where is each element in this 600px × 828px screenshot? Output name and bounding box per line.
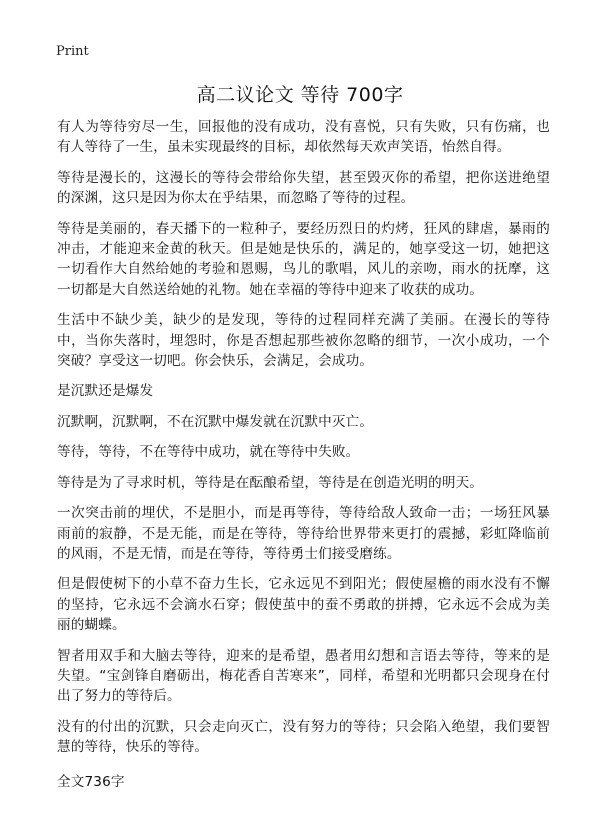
paragraph: 沉默啊，沉默啊，不在沉默中爆发就在沉默中灭亡。 — [57, 413, 374, 430]
section-heading: 是沉默还是爆发 — [57, 383, 154, 400]
paragraph: 等待是美丽的，春天播下的一粒种子，要经历烈日的灼烤，狂风的肆虐，暴雨的冲击，才能迎来金黄的秋天。但是她是快乐的，满足的，她享受这一切，她把这一切看作大自然给她的考验和恩赐，鸟儿的歌唱，风儿的亲吻，雨水的抚摩，这一切都是大自然送给她的礼物。她在幸福的等待中迎来了收获的成功。 — [57, 220, 550, 298]
page-title: 高二议论文 等待 700字 — [196, 84, 404, 106]
paragraph: 没有的付出的沉默，只会走向灭亡，没有努力的等待；只会陷入绝望，我们要智慧的等待，快乐的等待。 — [57, 718, 550, 756]
article-body — [57, 117, 550, 802]
paragraph: 但是假使树下的小草不奋力生长，它永远见不到阳光；假使屋檐的雨水没有不懈的坚持，它永远不会滴水石穿；假使茧中的蚕不勇敢的拼搏，它永远不会成为美丽的蝴蝶。 — [57, 576, 550, 634]
word-count: 全文736字 — [57, 773, 125, 790]
paragraph: 等待是为了寻求时机，等待是在酝酿希望，等待是在创造光明的明天。 — [57, 474, 484, 491]
paragraph: 有人为等待穷尽一生，回报他的没有成功，没有喜悦，只有失败，只有伤痛，也有人等待了一生，虽未实现最终的目标，却依然每天欢声笑语，怡然自得。 — [57, 119, 550, 156]
print-link[interactable]: Print — [56, 44, 89, 59]
paragraph: 智者用双手和大脑去等待，迎来的是希望，愚者用幻想和言语去等待，等来的是失望。“宝剑锋自磨砺出，梅花香自苦寒来”，同样，希望和光明都只会现身在付出了努力的等待后。 — [57, 647, 550, 705]
paragraph: 生活中不缺少美，缺少的是发现，等待的过程同样充满了美丽。在漫长的等待中，当你失落时，埋怨时，你是否想起那些被你忽略的细节，一次小成功，一个突破？享受这一切吧。你会快乐，会满足，会成功。 — [57, 312, 550, 370]
paragraph: 一次突击前的埋伏，不是胆小，而是再等待，等待给敌人致命一击；一场狂风暴雨前的寂静，不是无能，而是在等待，等待给世界带来更打的震撼，彩虹降临前的风雨，不是无情，而是在等待，等待勇士们接受磨练。 — [57, 505, 550, 562]
paragraph: 等待，等待，不在等待中成功，就在等待中失败。 — [57, 444, 360, 461]
paragraph: 等待是漫长的，这漫长的等待会带给你失望，甚至毁灭你的希望，把你送进绝望的深渊，这只是因为你太在乎结果，而忽略了等待的过程。 — [57, 169, 550, 207]
